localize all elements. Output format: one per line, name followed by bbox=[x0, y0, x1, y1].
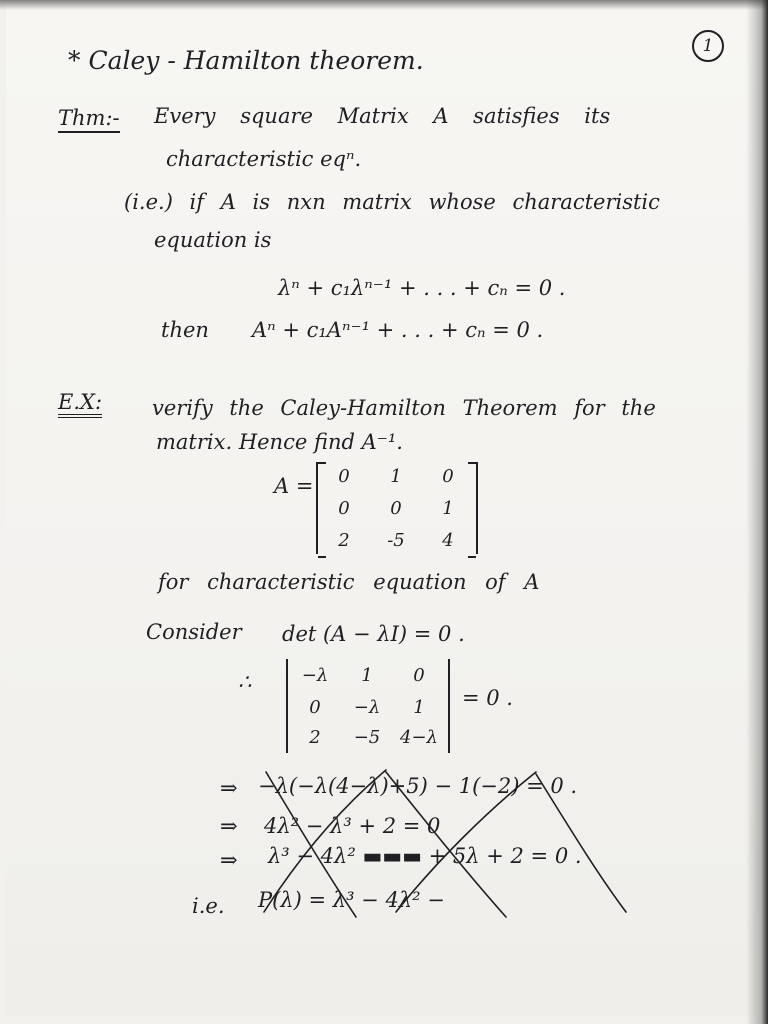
theorem-label: Thm:- bbox=[58, 108, 120, 133]
example-line-3: for characteristic equation of A bbox=[158, 570, 540, 594]
det-cell: −5 bbox=[353, 727, 381, 748]
consider-label: Consider bbox=[146, 620, 242, 644]
det-rhs: = 0 . bbox=[462, 686, 513, 710]
matrix-cell: 4 bbox=[442, 530, 454, 551]
step-expression: 4λ² − λ³ + 2 = 0 bbox=[264, 814, 441, 838]
page-title: * Caley - Hamilton theorem. bbox=[68, 46, 424, 75]
step-expression: −λ(−λ(4−λ)+5) − 1(−2) = 0 . bbox=[258, 774, 578, 798]
det-cell: −λ bbox=[301, 665, 329, 686]
matrix-cell: -5 bbox=[387, 530, 405, 551]
step-arrow: ⇒ bbox=[220, 848, 238, 872]
det-cell: 4−λ bbox=[400, 727, 438, 748]
theorem-ie-line: (i.e.) if A is nxn matrix whose characteristic bbox=[124, 190, 660, 214]
step-arrow: ⇒ bbox=[220, 814, 238, 838]
scan-shadow-top bbox=[0, 0, 768, 10]
theorem-line-1: Every square Matrix A satisfies its bbox=[154, 104, 611, 128]
step-arrow: ⇒ bbox=[220, 776, 238, 800]
therefore-symbol: ∴ bbox=[238, 670, 252, 694]
matrix-cell: 1 bbox=[442, 498, 454, 519]
scan-shadow-right bbox=[746, 0, 768, 1024]
matrix-cell: 0 bbox=[338, 466, 350, 487]
step-expression: λ³ − 4λ² ▬▬▬ + 5λ + 2 = 0 . bbox=[268, 844, 582, 868]
matrix-cell: 1 bbox=[390, 466, 402, 487]
matrix-cell: 2 bbox=[338, 530, 350, 551]
det-cell: 1 bbox=[361, 665, 373, 686]
matrix-cell: 0 bbox=[338, 498, 350, 519]
matrix-cell: 0 bbox=[442, 466, 454, 487]
det-cell: 1 bbox=[413, 697, 425, 718]
example-label: E.X: bbox=[58, 392, 102, 418]
matrix-equation: Aⁿ + c₁Aⁿ⁻¹ + . . . + cₙ = 0 . bbox=[252, 318, 544, 342]
determinant bbox=[286, 659, 450, 753]
characteristic-equation: λⁿ + c₁λⁿ⁻¹ + . . . + cₙ = 0 . bbox=[278, 276, 566, 300]
matrix-label: A = bbox=[274, 474, 314, 498]
det-cell: 2 bbox=[309, 727, 321, 748]
det-cell: 0 bbox=[413, 665, 425, 686]
det-cell: −λ bbox=[353, 697, 381, 718]
example-line-1: verify the Caley-Hamilton Theorem for the bbox=[152, 396, 656, 420]
theorem-ie-line-2: equation is bbox=[154, 228, 272, 252]
page-number: 1 bbox=[692, 30, 724, 62]
theorem-line-2: characteristic eqⁿ. bbox=[166, 147, 362, 171]
p-lambda-expression: P(λ) = λ³ − 4λ² − bbox=[258, 888, 445, 912]
then-label: then bbox=[161, 318, 209, 342]
notebook-page bbox=[6, 4, 758, 1016]
det-cell: 0 bbox=[309, 697, 321, 718]
example-line-2: matrix. Hence find A⁻¹. bbox=[156, 430, 403, 454]
matrix-cell: 0 bbox=[390, 498, 402, 519]
ie-label: i.e. bbox=[192, 894, 225, 918]
det-equation: det (A − λI) = 0 . bbox=[282, 622, 465, 646]
matrix-a bbox=[316, 462, 478, 554]
